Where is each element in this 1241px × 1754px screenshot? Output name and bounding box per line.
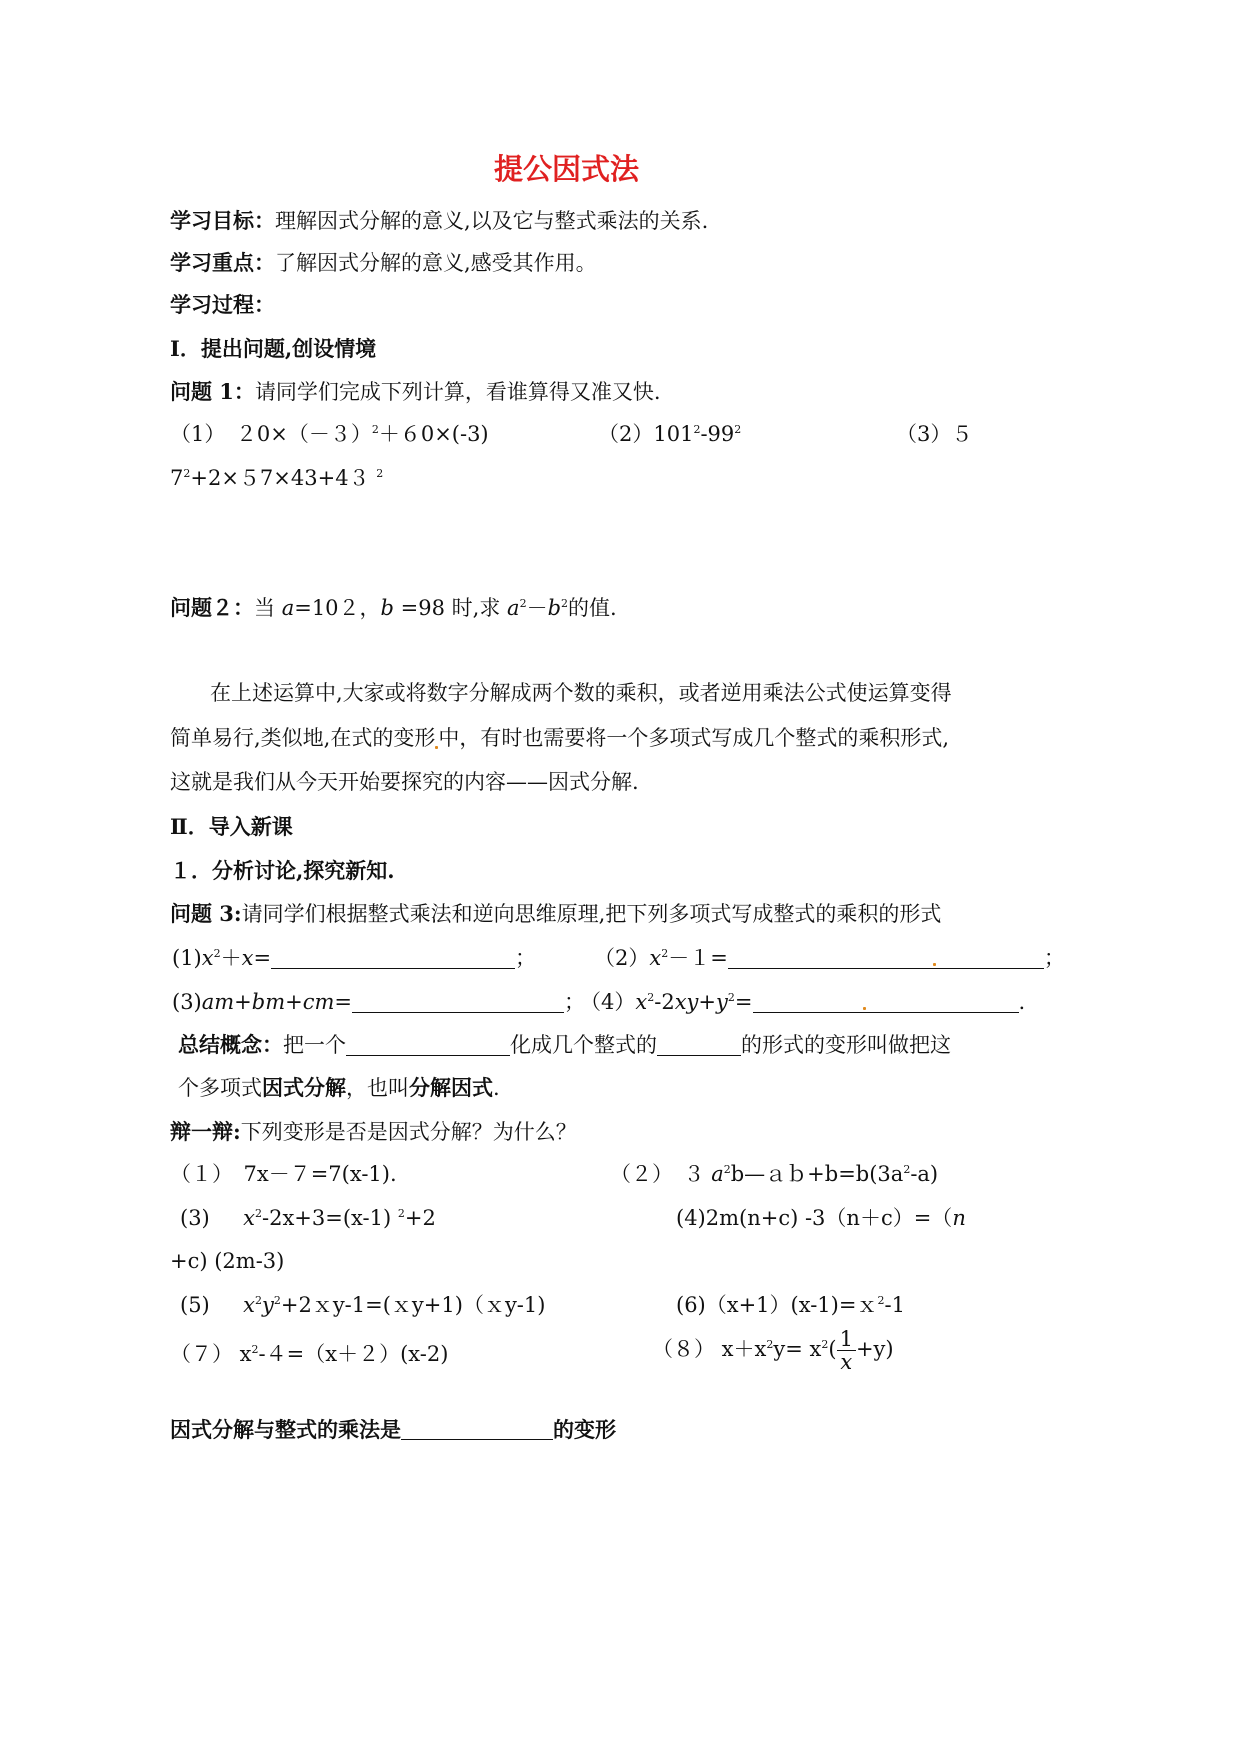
paragraph-line-1: 在上述运算中,大家或将数字分解成两个数的乘积，或者逆用乘法公式使运算变得 — [210, 681, 952, 705]
subsection-1-heading: １．分析讨论,探究新知. — [170, 858, 395, 883]
q1-item-1: （1） $20\times(-3)^2+60\times(-3)$ — [170, 422, 489, 446]
debate-item-3: (3) $x^2-2x+3=(x-1)$ $^2$+2 — [180, 1206, 436, 1230]
debate-item-4: (4)2m(n+c) -3（n＋c）=（n — [676, 1206, 966, 1230]
answer-blank-4[interactable] — [753, 990, 1019, 1013]
debate-item-1: （１） 7x－７=7(x-1). — [170, 1162, 397, 1186]
q1-label: 问题 1： — [170, 379, 255, 404]
answer-blank-3[interactable] — [352, 990, 564, 1013]
section-1-heading: Ⅰ．提出问题,创设情境 — [170, 336, 377, 361]
answer-blank-2[interactable] — [728, 946, 1044, 969]
q3-item-2: $(2)x^2-1=$ ； — [594, 946, 1065, 970]
debate-item-5: (5) $x^2y^2+2xy-1=(xy+1)(xy-1)$ — [180, 1293, 546, 1317]
q3-item-4: $(4)x^2-2xy+y^2=$ . — [580, 990, 1026, 1014]
page-title: 提公因式法 — [494, 152, 640, 186]
goal-text: 理解因式分解的意义,以及它与整式乘法的关系. — [275, 209, 709, 233]
debate-item-7: （７） $x^2-4=(x+2)(x-2)$ — [170, 1342, 449, 1366]
paragraph-line-3: 这就是我们从今天开始要探究的内容——因式分解. — [170, 770, 639, 794]
summary-concept-line-2: 个多项式因式分解，也叫分解因式. — [178, 1075, 500, 1100]
q1-item-2: $(2)101^2-99^2$ — [598, 422, 742, 446]
paragraph-line-2: 简单易行,类似地,在式的变形 中，有时也需要将一个多项式写成几个整式的乘积形式, — [170, 726, 950, 750]
question-1 — [170, 381, 661, 403]
summary-concept: 总结概念：把一个 化成几个整式的 的形式的变形叫做把这 — [178, 1032, 951, 1057]
goal-label: 学习目标： — [170, 208, 275, 233]
q3-item-3: (3)am+bm+cm= ； — [172, 990, 586, 1014]
q3-item-1: $(1)x^2+x=$ ； — [172, 946, 537, 970]
orange-dot-mark — [933, 963, 936, 966]
key-point — [170, 252, 597, 274]
debate-item-8: （８） $x+x^2y= x^2$( $\frac{1}{x}$ +y) — [652, 1327, 894, 1375]
summary-blank-1[interactable] — [346, 1033, 510, 1056]
q1-item-3-continued: $7^2+2\times 57\times 43+43$ $^2$ — [170, 466, 384, 490]
final-question: 因式分解与整式的乘法是 的变形 — [170, 1417, 616, 1442]
q1-item-3: （3）５ — [896, 422, 973, 446]
debate: 辩一辩:下列变形是否是因式分解？为什么？ — [170, 1119, 577, 1144]
process-label: 学习过程： — [170, 292, 275, 317]
debate-item-2: （２） ３ $a^2b—ab+b=b(3a^2-a)$ — [610, 1162, 939, 1186]
question-3: 问题 3:请同学们根据整式乘法和逆向思维原理,把下列多项式写成整式的乘积的形式 — [170, 901, 942, 926]
summary-blank-2[interactable] — [657, 1033, 741, 1056]
final-blank[interactable] — [401, 1417, 553, 1440]
q1-text: 请同学们完成下列计算，看谁算得又准又快. — [254, 380, 661, 404]
answer-blank-1[interactable] — [271, 946, 515, 969]
fraction-one-over-x: $\frac{1}{x}$ — [837, 1328, 856, 1373]
debate-item-4-continued: +c) (2m-3) — [170, 1249, 285, 1273]
debate-item-6: (6)（x+1）(x-1)=ｘ$^2$-1 — [676, 1293, 905, 1317]
question-2: 问题２：当 a=10２，b =98 时,求 $a^2-b^2$的值. — [170, 595, 617, 620]
keypoint-text: 了解因式分解的意义,感受其作用。 — [275, 251, 597, 275]
keypoint-label: 学习重点： — [170, 250, 275, 275]
orange-dot-mark — [863, 1007, 866, 1010]
section-2-heading: Ⅱ．导入新课 — [170, 814, 293, 839]
learning-goal — [170, 210, 708, 232]
